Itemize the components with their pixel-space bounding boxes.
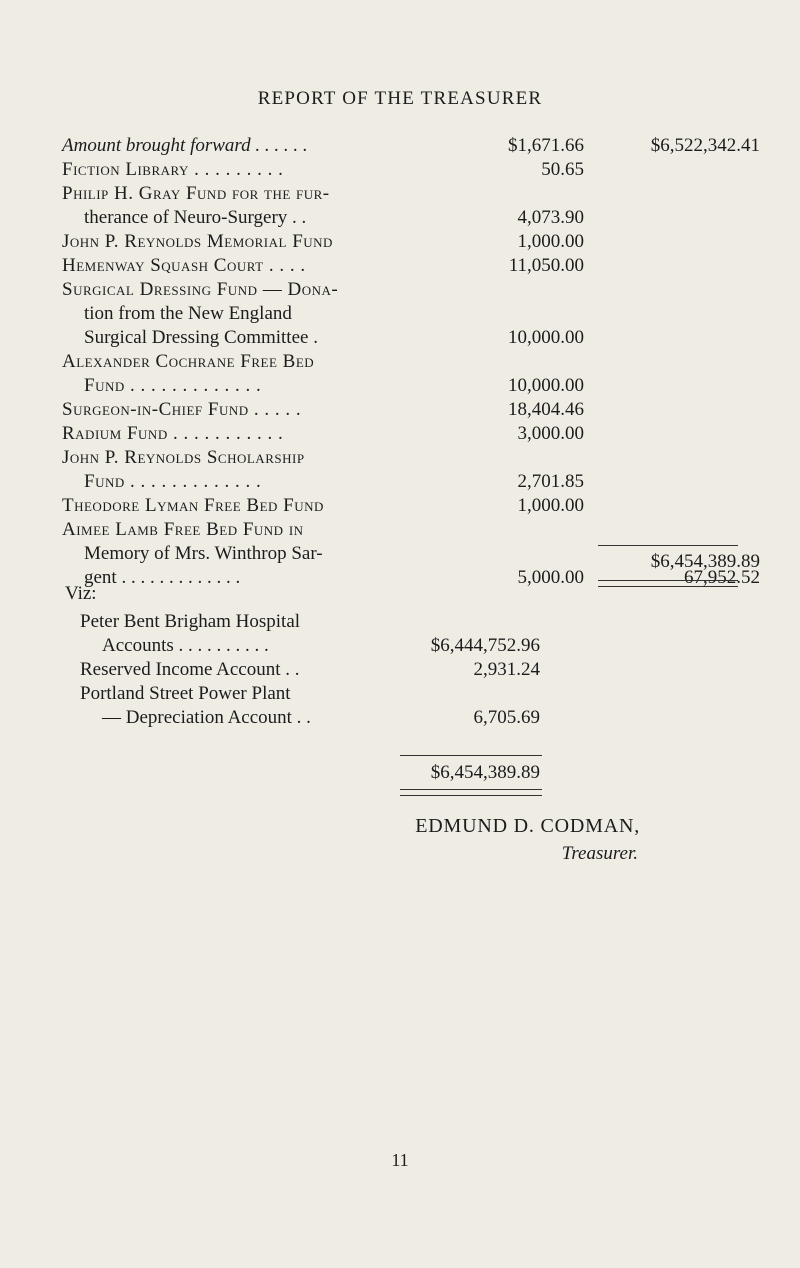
account-label: Portland Street Power Plant [80, 683, 291, 704]
ledger-row [62, 422, 762, 446]
entry-label: Alexander Cochrane Free Bed [62, 351, 315, 372]
ledger-row [62, 446, 762, 494]
entry-amount: 50.65 [541, 159, 584, 180]
ledger-row [62, 230, 762, 254]
entry-label-cont: Fund . . . . . . . . . . . . . [84, 375, 262, 396]
entry-amount: $1,671.66 [508, 135, 584, 156]
account-label-cont: Accounts . . . . . . . . . . [102, 635, 269, 656]
ledger-row [62, 398, 762, 422]
entry-total: 67,952.52 [684, 567, 760, 588]
ledger-row [62, 134, 762, 158]
entry-label: Radium Fund . . . . . . . . . . . [62, 423, 284, 444]
account-amount: $6,444,752.96 [430, 635, 540, 656]
entry-amount: 18,404.46 [508, 399, 584, 420]
entry-amount: 10,000.00 [508, 375, 584, 396]
entry-amount: 4,073.90 [517, 207, 584, 228]
subtotal-rule [598, 545, 738, 546]
entry-total: $6,522,342.41 [650, 135, 760, 156]
ledger-row [62, 350, 762, 398]
ledger-row [62, 158, 762, 182]
signature-name: EDMUND D. CODMAN, [415, 815, 640, 837]
account-row [80, 682, 540, 730]
ledger-row [62, 254, 762, 278]
entry-label: Aimee Lamb Free Bed Fund in [62, 519, 304, 540]
entry-label: John P. Reynolds Memorial Fund [62, 231, 333, 252]
ledger-entries [62, 134, 762, 590]
entry-amount: 10,000.00 [508, 327, 584, 348]
entry-label-cont: therance of Neuro-Surgery . . [84, 207, 307, 228]
ledger-row [62, 278, 762, 350]
account-amount: 6,705.69 [473, 707, 540, 728]
account-label: Peter Bent Brigham Hospital [80, 611, 301, 632]
entry-amount: 1,000.00 [517, 495, 584, 516]
entry-label: Surgical Dressing Fund — Dona- [62, 279, 339, 300]
accounts-subtotal-rule [400, 755, 542, 756]
entry-label-cont: Memory of Mrs. Winthrop Sar- [84, 543, 323, 564]
entry-label-cont: gent . . . . . . . . . . . . . [84, 567, 241, 588]
entry-label-cont: tion from the New England [84, 303, 292, 324]
entry-label: Surgeon-in-Chief Fund . . . . . [62, 399, 302, 420]
entry-amount: 1,000.00 [517, 231, 584, 252]
viz-label: Viz: [65, 583, 97, 604]
accounts-total-double-rule [400, 789, 542, 796]
entry-amount: 3,000.00 [517, 423, 584, 444]
account-label: Reserved Income Account . . [80, 659, 300, 680]
entry-label: Fiction Library . . . . . . . . . [62, 159, 284, 180]
entry-label: John P. Reynolds Scholarship [62, 447, 305, 468]
entry-label: Theodore Lyman Free Bed Fund [62, 495, 324, 516]
entry-amount: 5,000.00 [517, 567, 584, 588]
ledger-row [62, 182, 762, 230]
entry-label: Philip H. Gray Fund for the fur- [62, 183, 330, 204]
entry-amount: 2,701.85 [517, 471, 584, 492]
entry-label: Hemenway Squash Court . . . . [62, 255, 306, 276]
entry-amount: 11,050.00 [508, 255, 584, 276]
accounts-total: $6,454,389.89 [430, 762, 540, 783]
grand-total-double-rule [598, 580, 738, 587]
page-title: REPORT OF THE TREASURER [257, 88, 543, 109]
entry-label: Amount brought forward . . . . . . [62, 135, 308, 156]
entry-label-cont: Fund . . . . . . . . . . . . . [84, 471, 262, 492]
grand-total: $6,454,389.89 [650, 551, 760, 572]
accounts-list [80, 610, 540, 730]
page-number: 11 [391, 1150, 409, 1170]
ledger-row [62, 494, 762, 518]
account-label-cont: — Depreciation Account . . [102, 707, 311, 728]
account-row [80, 610, 540, 658]
entry-label-cont: Surgical Dressing Committee . [84, 327, 318, 348]
account-row [80, 658, 540, 682]
signature-title: Treasurer. [561, 843, 638, 864]
account-amount: 2,931.24 [473, 659, 540, 680]
